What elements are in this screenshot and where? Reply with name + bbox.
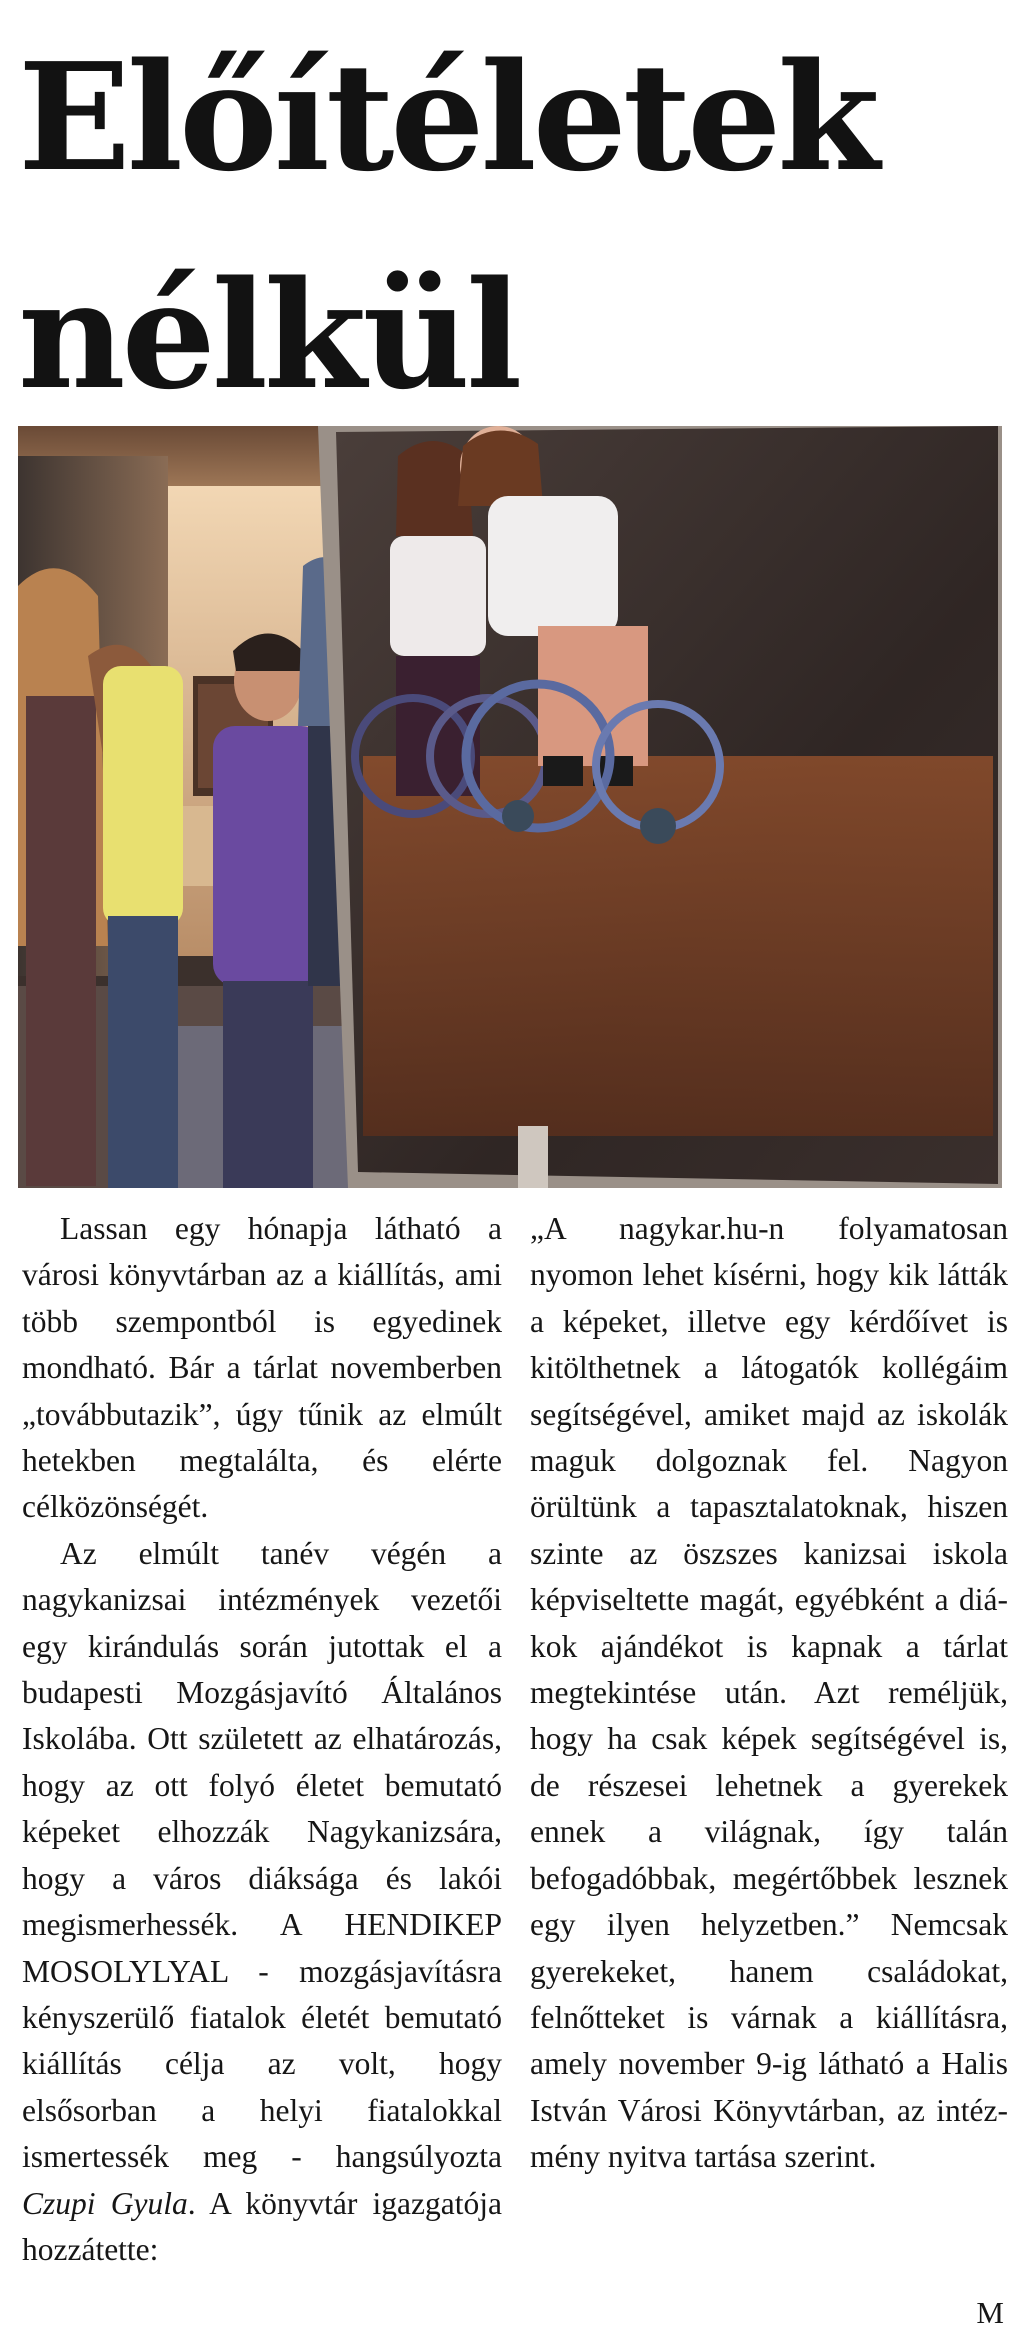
article-headline [18, 8, 998, 444]
paragraph-2-text: Az elmúlt tanév végén a nagykanizsai intézmények vezetői egy kirándulás során jutottak el a budapesti Mozgásjavító Általános Iskolába. Ott született az elhatározás, hogy az ott folyó életet bemutató képeket elhozzák Nagykanizsára, hogy a város diáksága és lakói megismerhessék. A HENDIKEP MOSOLYLYAL - mozgásjavításra kényszerülő fiatalok életét bemutató kiállítás célja az volt, hogy elsősorban a helyi fiatalokkal ismertessék meg - hangsúlyozta [22, 1535, 502, 2175]
exhibition-photo [18, 426, 1002, 1188]
quoted-person-name: Czupi Gyula [22, 2185, 188, 2221]
author-signature: M [976, 2295, 1004, 2330]
paragraph-1: Lassan egy hónapja látható a városi könyvtárban az a kiállítás, ami több szempontból is egyedinek mondható. Bár a tárlat novemberben „továbbutazik”, úgy tűnik az elmúlt hetekben megtalálta, és elérte célközönségét. [22, 1211, 502, 1525]
article-column-right [530, 1206, 1008, 2181]
paragraph-2 [22, 1531, 502, 2274]
article-column-left [22, 1206, 502, 2273]
headline-line-1: Előítéletek [18, 30, 876, 204]
paragraph-3: „A nagykar.hu-n folyamatosan nyomon lehet kísérni, hogy kik látták a képeket, illetve egy kérdőívet is kitölthetnek a látogatók kollégáim segítségével, amiket majd az iskolák maguk dolgoznak fel. Nagyon örültünk a tapasztalatoknak, hiszen szinte az öszszes kanizsai iskola képviseltette magát, egyébként a diákok ajándékot is kapnak a tárlat megtekintése után. Azt reméljük, hogy ha csak képek segítségével is, de részesei lehetnek a gyerekek ennek a világnak, így talán befogadóbbak, megértőbbek lesznek egy ilyen helyzetben.” Nemcsak gyerekeket, hanem családokat, felnőtteket is várnak a kiállításra, amely november 9-ig látható a Halis István Városi Könyvtárban, az intézmény nyitva tartása szerint. [530, 1211, 1008, 2175]
headline-line-2: nélkül [18, 248, 519, 422]
exhibition-photo-illustration [18, 426, 1002, 1188]
paragraph-2-end: . A könyvtár igazgatója hozzátette: [22, 2185, 502, 2267]
